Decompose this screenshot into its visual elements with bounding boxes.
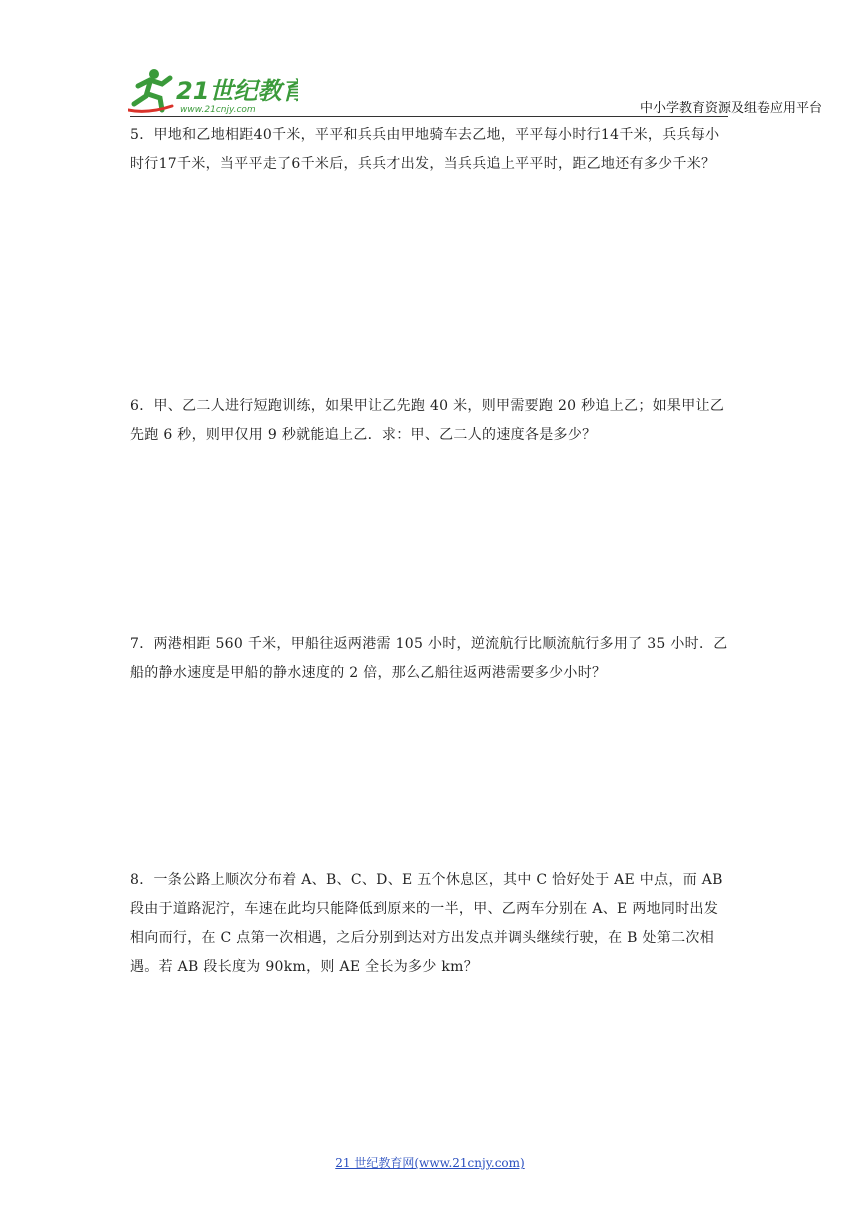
logo bbox=[128, 66, 298, 116]
page-header bbox=[0, 0, 860, 120]
question-7: 7．两港相距 560 千米，甲船往返两港需 105 小时，逆流航行比顺流航行多用了 35 小时．乙船的静水速度是甲船的静水速度的 2 倍，那么乙船往返两港需要多少小时？ bbox=[130, 636, 728, 681]
logo-main-text: 21世纪教育 bbox=[176, 77, 298, 105]
platform-name: 中小学教育资源及组卷应用平台 bbox=[639, 101, 822, 116]
footer-link[interactable]: 21 世纪教育网(www.21cnjy.com) bbox=[335, 1156, 525, 1170]
question-6: 6．甲、乙二人进行短跑训练，如果甲让乙先跑 40 米，则甲需要跑 20 秒追上乙；如果甲让乙先跑 6 秒，则甲仅用 9 秒就能追上乙．求：甲、乙二人的速度各是多少？ bbox=[130, 398, 725, 443]
question-5: 5．甲地和乙地相距40千米，平平和兵兵由甲地骑车去乙地，平平每小时行14千米，兵兵每小时行17千米，当平平走了6千米后，兵兵才出发，当兵兵追上平平时，距乙地还有多少千米？ bbox=[130, 127, 720, 172]
question-8: 8．一条公路上顺次分布着 A、B、C、D、E 五个休息区，其中 C 恰好处于 AE 中点，而 AB 段由于道路泥泞，车速在此均只能降低到原来的一半，甲、乙两车分别在 A、E 两地同时出发相向而行，在 C 点第一次相遇，之后分别到达对方出发点并调头继续行驶，在 B 处第二次相遇。若 AB 段长度为 90km，则 AE 全长为多少 km？ bbox=[130, 872, 723, 975]
runner-logo-icon bbox=[128, 66, 298, 116]
header-divider bbox=[130, 116, 728, 117]
logo-sub-text: www.21cnjy.com bbox=[180, 105, 256, 115]
page-footer bbox=[0, 1154, 860, 1171]
